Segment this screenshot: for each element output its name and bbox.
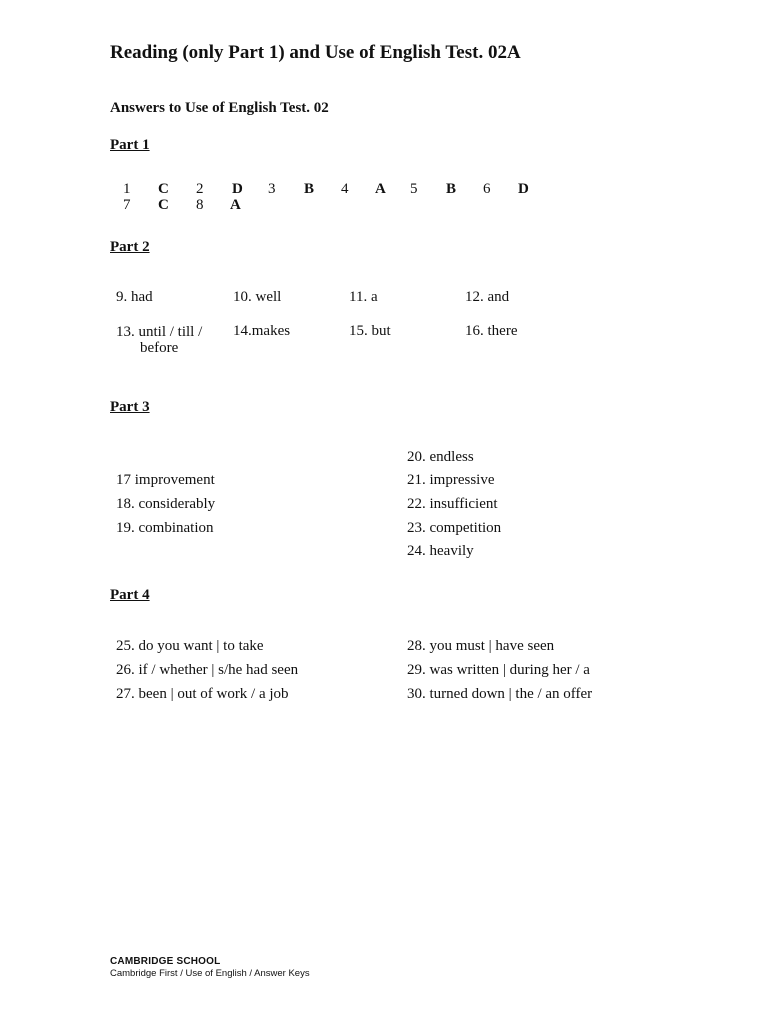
part1-answer: B — [304, 181, 315, 197]
part1-number: 4 — [341, 181, 349, 197]
part1-number: 2 — [196, 181, 204, 197]
footer-school-name: CAMBRIDGE SCHOOL — [110, 956, 221, 967]
part2-answer: 13. until / till / before — [116, 324, 203, 356]
part3-answer: 18. considerably — [116, 496, 216, 512]
part2-answer: 9. had — [116, 289, 153, 305]
part4-heading: Part 4 — [110, 587, 150, 603]
part3-answer: 19. combination — [116, 520, 214, 536]
part3-answer: 23. competition — [407, 520, 502, 536]
part1-number: 1 — [123, 181, 131, 197]
part1-answer: B — [446, 181, 457, 197]
part2-answer: 15. but — [349, 323, 391, 339]
part1-heading: Part 1 — [110, 137, 150, 153]
part3-answer: 20. endless — [407, 449, 474, 465]
part1-answer: D — [518, 181, 529, 197]
part2-heading: Part 2 — [110, 239, 150, 255]
answers-subtitle: Answers to Use of English Test. 02 — [110, 100, 329, 116]
part1-answer: A — [230, 197, 241, 213]
part1-number: 8 — [196, 197, 204, 213]
part1-number: 3 — [268, 181, 276, 197]
part4-answer: 25. do you want | to take — [116, 638, 264, 654]
part3-answer: 17 improvement — [116, 472, 215, 488]
part1-answer: C — [158, 197, 169, 213]
part4-answer: 29. was written | during her / a — [407, 662, 590, 678]
part1-answer: A — [375, 181, 386, 197]
part4-answer: 30. turned down | the / an offer — [407, 686, 593, 702]
part1-number: 5 — [410, 181, 418, 197]
part3-answer: 22. insufficient — [407, 496, 498, 512]
part1-answer: C — [158, 181, 169, 197]
part1-answer: D — [232, 181, 243, 197]
part3-answer: 24. heavily — [407, 543, 474, 559]
part2-answer: 12. and — [465, 289, 510, 305]
part1-number: 7 — [123, 197, 131, 213]
part2-answer: 10. well — [233, 289, 282, 305]
footer-subtitle: Cambridge First / Use of English / Answer Keys — [110, 968, 310, 979]
part3-heading: Part 3 — [110, 399, 150, 415]
page-title: Reading (only Part 1) and Use of English Test. 02A — [110, 42, 521, 63]
part1-number: 6 — [483, 181, 491, 197]
part2-answer: 14.makes — [233, 323, 291, 339]
part4-answer: 26. if / whether | s/he had seen — [116, 662, 299, 678]
part4-answer: 28. you must | have seen — [407, 638, 555, 654]
part2-answer: 16. there — [465, 323, 518, 339]
part2-answer: 11. a — [349, 289, 378, 305]
part4-answer: 27. been | out of work / a job — [116, 686, 289, 702]
part3-answer: 21. impressive — [407, 472, 495, 488]
